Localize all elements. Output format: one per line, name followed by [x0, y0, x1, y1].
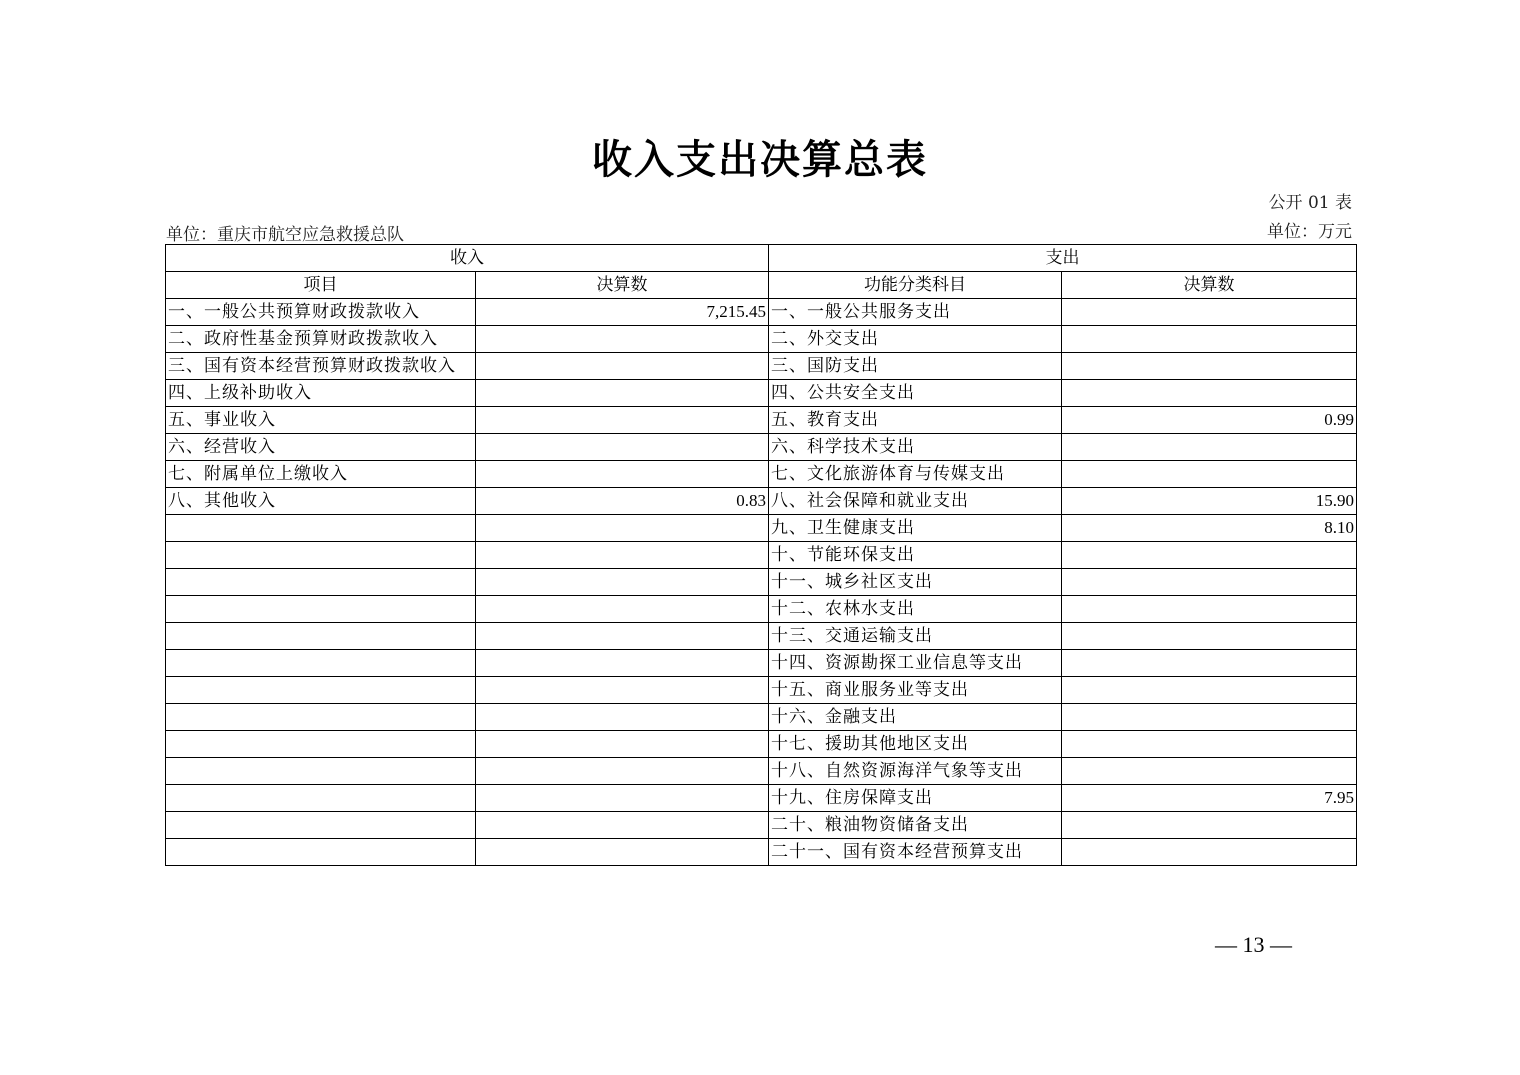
income-amount-cell [476, 812, 769, 839]
column-header-expense-item: 功能分类科目 [769, 272, 1062, 299]
income-item-cell: 一、一般公共预算财政拨款收入 [166, 299, 476, 326]
group-header-row [166, 245, 1357, 272]
income-amount-cell [476, 542, 769, 569]
expense-group-header: 支出 [769, 245, 1357, 272]
reporting-unit: 单位：重庆市航空应急救援总队 [166, 225, 404, 245]
expense-item-cell: 三、国防支出 [769, 353, 1062, 380]
income-amount-cell [476, 785, 769, 812]
income-item-cell [166, 785, 476, 812]
column-header-expense-amount: 决算数 [1062, 272, 1357, 299]
income-expense-table [165, 244, 1357, 866]
table-row [166, 326, 1357, 353]
expense-item-cell: 十四、资源勘探工业信息等支出 [769, 650, 1062, 677]
expense-amount-cell [1062, 326, 1357, 353]
expense-amount-cell: 15.90 [1062, 488, 1357, 515]
column-header-income-amount: 决算数 [476, 272, 769, 299]
table-row [166, 704, 1357, 731]
column-header-row [166, 272, 1357, 299]
expense-amount-cell [1062, 758, 1357, 785]
table-row [166, 758, 1357, 785]
income-item-cell [166, 704, 476, 731]
table-row [166, 353, 1357, 380]
expense-item-cell: 五、教育支出 [769, 407, 1062, 434]
table-row [166, 785, 1357, 812]
expense-item-cell: 六、科学技术支出 [769, 434, 1062, 461]
income-item-cell: 六、经营收入 [166, 434, 476, 461]
expense-item-cell: 十二、农林水支出 [769, 596, 1062, 623]
expense-amount-cell [1062, 731, 1357, 758]
expense-item-cell: 十九、住房保障支出 [769, 785, 1062, 812]
income-item-cell [166, 623, 476, 650]
expense-item-cell: 十一、城乡社区支出 [769, 569, 1062, 596]
income-item-cell [166, 677, 476, 704]
form-number: 公开 01 表 [1268, 193, 1352, 213]
column-header-income-item: 项目 [166, 272, 476, 299]
income-amount-cell [476, 353, 769, 380]
income-amount-cell [476, 596, 769, 623]
expense-amount-cell [1062, 596, 1357, 623]
expense-item-cell: 八、社会保障和就业支出 [769, 488, 1062, 515]
income-amount-cell [476, 731, 769, 758]
income-item-cell [166, 758, 476, 785]
income-item-cell [166, 542, 476, 569]
expense-item-cell: 十、节能环保支出 [769, 542, 1062, 569]
expense-item-cell: 一、一般公共服务支出 [769, 299, 1062, 326]
income-amount-cell [476, 326, 769, 353]
income-item-cell [166, 596, 476, 623]
expense-item-cell: 十六、金融支出 [769, 704, 1062, 731]
table-row [166, 677, 1357, 704]
income-item-cell [166, 569, 476, 596]
income-item-cell [166, 839, 476, 866]
expense-amount-cell [1062, 299, 1357, 326]
income-item-cell: 二、政府性基金预算财政拨款收入 [166, 326, 476, 353]
table-row [166, 839, 1357, 866]
income-amount-cell [476, 650, 769, 677]
expense-amount-cell [1062, 704, 1357, 731]
table-row [166, 380, 1357, 407]
table-row [166, 650, 1357, 677]
expense-item-cell: 二、外交支出 [769, 326, 1062, 353]
expense-amount-cell [1062, 623, 1357, 650]
expense-amount-cell [1062, 461, 1357, 488]
table-row [166, 731, 1357, 758]
income-amount-cell: 0.83 [476, 488, 769, 515]
expense-amount-cell [1062, 380, 1357, 407]
expense-amount-cell: 7.95 [1062, 785, 1357, 812]
expense-item-cell: 十五、商业服务业等支出 [769, 677, 1062, 704]
income-item-cell: 八、其他收入 [166, 488, 476, 515]
income-amount-cell [476, 839, 769, 866]
expense-amount-cell [1062, 434, 1357, 461]
table-row [166, 569, 1357, 596]
expense-amount-cell [1062, 839, 1357, 866]
income-item-cell: 四、上级补助收入 [166, 380, 476, 407]
income-item-cell: 三、国有资本经营预算财政拨款收入 [166, 353, 476, 380]
expense-item-cell: 九、卫生健康支出 [769, 515, 1062, 542]
expense-amount-cell [1062, 569, 1357, 596]
income-group-header: 收入 [166, 245, 769, 272]
table-row [166, 461, 1357, 488]
expense-item-cell: 十七、援助其他地区支出 [769, 731, 1062, 758]
income-item-cell: 七、附属单位上缴收入 [166, 461, 476, 488]
income-amount-cell [476, 569, 769, 596]
income-amount-cell [476, 704, 769, 731]
income-item-cell: 五、事业收入 [166, 407, 476, 434]
table-row [166, 299, 1357, 326]
expense-item-cell: 二十一、国有资本经营预算支出 [769, 839, 1062, 866]
table-row [166, 488, 1357, 515]
expense-amount-cell [1062, 542, 1357, 569]
expense-item-cell: 二十、粮油物资储备支出 [769, 812, 1062, 839]
expense-amount-cell [1062, 650, 1357, 677]
income-amount-cell [476, 380, 769, 407]
expense-amount-cell [1062, 812, 1357, 839]
income-item-cell [166, 812, 476, 839]
table-row [166, 596, 1357, 623]
expense-item-cell: 七、文化旅游体育与传媒支出 [769, 461, 1062, 488]
income-amount-cell [476, 461, 769, 488]
currency-unit: 单位：万元 [1267, 222, 1352, 242]
expense-item-cell: 十八、自然资源海洋气象等支出 [769, 758, 1062, 785]
table-row [166, 515, 1357, 542]
expense-item-cell: 十三、交通运输支出 [769, 623, 1062, 650]
income-amount-cell [476, 407, 769, 434]
table-row [166, 623, 1357, 650]
income-amount-cell [476, 758, 769, 785]
expense-amount-cell [1062, 353, 1357, 380]
income-amount-cell [476, 623, 769, 650]
expense-amount-cell [1062, 677, 1357, 704]
table-row [166, 407, 1357, 434]
expense-amount-cell: 0.99 [1062, 407, 1357, 434]
page-number: — 13 — [1215, 932, 1292, 957]
income-amount-cell [476, 434, 769, 461]
income-item-cell [166, 650, 476, 677]
income-amount-cell [476, 515, 769, 542]
table-row [166, 542, 1357, 569]
expense-amount-cell: 8.10 [1062, 515, 1357, 542]
table-body [166, 299, 1357, 866]
income-item-cell [166, 515, 476, 542]
table-row [166, 812, 1357, 839]
expense-item-cell: 四、公共安全支出 [769, 380, 1062, 407]
income-amount-cell: 7,215.45 [476, 299, 769, 326]
income-amount-cell [476, 677, 769, 704]
page-title: 收入支出决算总表 [592, 137, 928, 183]
table-row [166, 434, 1357, 461]
income-item-cell [166, 731, 476, 758]
